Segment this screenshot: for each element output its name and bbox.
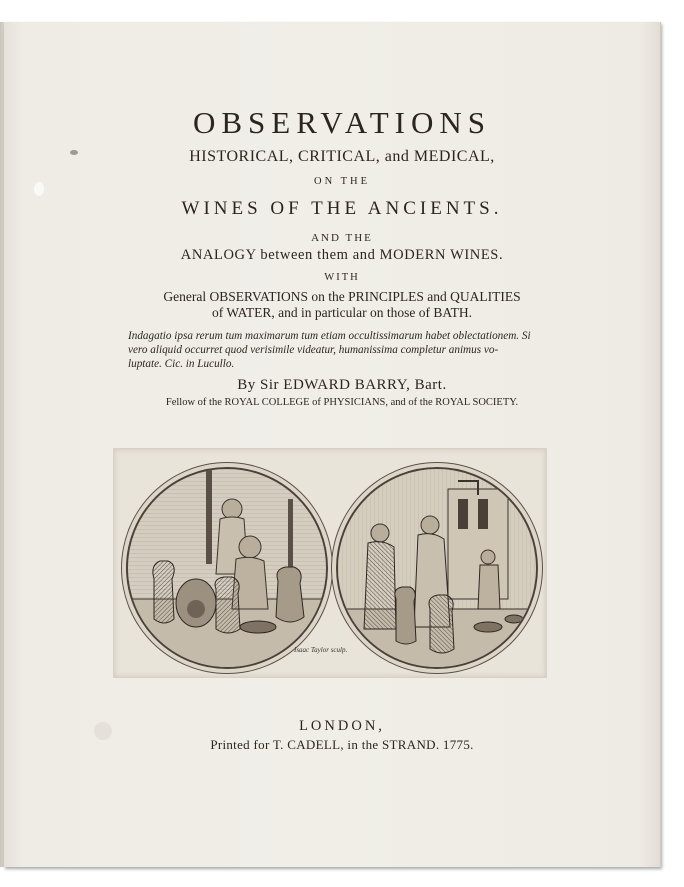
imprint-printer: Printed for T. CADELL, in the STRAND. 1775. (210, 737, 474, 752)
author-affiliation: Fellow of the ROYAL COLLEGE of PHYSICIANS, and of the ROYAL SOCIETY. (165, 397, 519, 408)
author-line: By Sir EDWARD BARRY, Bart. (237, 377, 447, 393)
epigraph-line: Indagatio ipsa rerum tum maximarum tum etiam occultissimarum habet oblectationem. Si (128, 330, 531, 342)
title-wines: WINES OF THE ANCIENTS. (181, 198, 503, 219)
title-on-the: ON THE (313, 176, 370, 187)
title-main: OBSERVATIONS (192, 105, 492, 140)
epigraph (128, 329, 560, 371)
title-analogy: ANALOGY between them and MODERN WINES. (180, 247, 504, 263)
engraver-signature: Isaac Taylor sculp. (294, 646, 348, 654)
epigraph-line: vero aliquid occurret quod verisimile videatur, humanissima completur animus vo- (128, 344, 499, 356)
title-subtitle: HISTORICAL, CRITICAL, and MEDICAL, (189, 148, 495, 165)
engraved-plate (113, 448, 547, 678)
medallion-left-illustration (126, 467, 328, 669)
imprint-city: LONDON, (299, 718, 385, 734)
title-general: General OBSERVATIONS on the PRINCIPLES and QUALITIES (163, 289, 521, 304)
medallion-right-illustration (336, 467, 538, 669)
title-with: WITH (324, 272, 360, 283)
epigraph-line: luptate. Cic. in Lucullo. (128, 358, 235, 370)
title-water: of WATER, and in particular on those of BATH. (212, 305, 472, 320)
title-and-the: AND THE (311, 232, 373, 244)
